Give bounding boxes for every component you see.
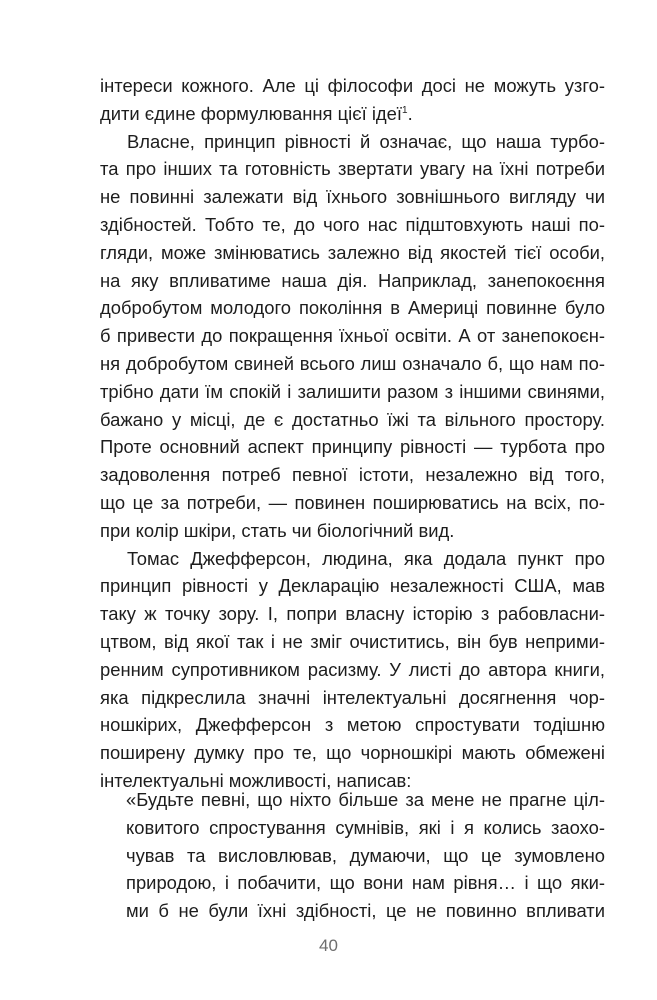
text-line: таку ж точку зору. І, попри власну історію з рабовласни- bbox=[100, 603, 605, 625]
text-line: не повинні залежати від їхнього зовнішнього вигляду чи bbox=[100, 186, 605, 208]
text-line: гляди, може змінюватись залежно від якостей тієї особи, bbox=[100, 241, 605, 263]
paragraph-3 bbox=[100, 545, 605, 795]
text-line: Власне, принцип рівності й означає, що наша турбо- bbox=[127, 130, 605, 152]
text-line: здібностей. Тобто те, до чого нас підштовхують наші по- bbox=[100, 213, 605, 235]
text-line: задоволення потреб певної істоти, незалежно від того, bbox=[100, 464, 605, 486]
paragraph-1 bbox=[100, 72, 605, 128]
text-line: на яку впливатиме наша дія. Наприклад, занепокоєння bbox=[100, 269, 605, 291]
text-line bbox=[100, 100, 605, 128]
text-line: та про інших та готовність звертати увагу на їхні потреби bbox=[100, 158, 605, 180]
text-line: принцип рівності у Декларацію незалежності США, мав bbox=[100, 575, 605, 597]
text-line: ренним супротивником расизму. У листі до автора книги, bbox=[100, 658, 605, 680]
quote-line: ми б не були їхні здібності, це не повинно впливати bbox=[126, 900, 605, 922]
text-line: трібно дати їм спокій і залишити разом з іншими свинями, bbox=[100, 380, 605, 402]
text-line: при колір шкіри, стать чи біологічний вид. bbox=[100, 519, 455, 541]
text-line: цтвом, від якої так і не зміг очиститись, він був неприми- bbox=[100, 630, 605, 652]
text-line: бажано у місці, де є достатньо їжі та вільного простору. bbox=[100, 408, 605, 430]
footnote-marker[interactable]: 1 bbox=[402, 104, 408, 116]
text-line: б привести до покращення їхньої освіти. А от занепокоєн- bbox=[100, 325, 605, 347]
text-line: інтереси кожного. Але ці філософи досі не можуть узго- bbox=[100, 75, 605, 96]
text-line: поширену думку про те, що чорношкірі мають обмежені bbox=[100, 742, 605, 764]
text-line: добробутом молодого покоління в Америці повинне було bbox=[100, 297, 605, 319]
text-line: що це за потреби, — повинен поширюватись на всіх, по- bbox=[100, 491, 605, 513]
text-line: ня добробутом свиней всього лиш означало б, що нам по- bbox=[100, 352, 605, 374]
text-line: яка підкреслила значні інтелектуальні досягнення чор- bbox=[100, 686, 605, 708]
body-text bbox=[100, 72, 605, 795]
block-quote bbox=[126, 786, 605, 925]
page-number: 40 bbox=[319, 936, 338, 955]
sentence-end: . bbox=[407, 102, 413, 124]
paragraph-2 bbox=[100, 128, 605, 545]
text-line: ношкірих, Джефферсон з метою спростувати тодішню bbox=[100, 714, 605, 736]
text-line-content: дити єдине формулювання цієї ідеї bbox=[100, 102, 402, 124]
quote-line: чував та висловлював, думаючи, що це зумовлено bbox=[126, 844, 605, 866]
text-line: інтелектуальні можливості, написав: bbox=[100, 769, 412, 791]
text-line: Проте основний аспект принципу рівності — турбота про bbox=[100, 436, 605, 458]
text-line: Томас Джефферсон, людина, яка додала пункт про bbox=[127, 547, 605, 569]
quote-line: природою, і побачити, що вони нам рівня… і що яки- bbox=[126, 872, 605, 894]
quote-line: «Будьте певні, що ніхто більше за мене не прагне ціл- bbox=[126, 789, 605, 810]
quote-line: ковитого спростування сумнівів, які і я колись заохо- bbox=[126, 816, 605, 838]
